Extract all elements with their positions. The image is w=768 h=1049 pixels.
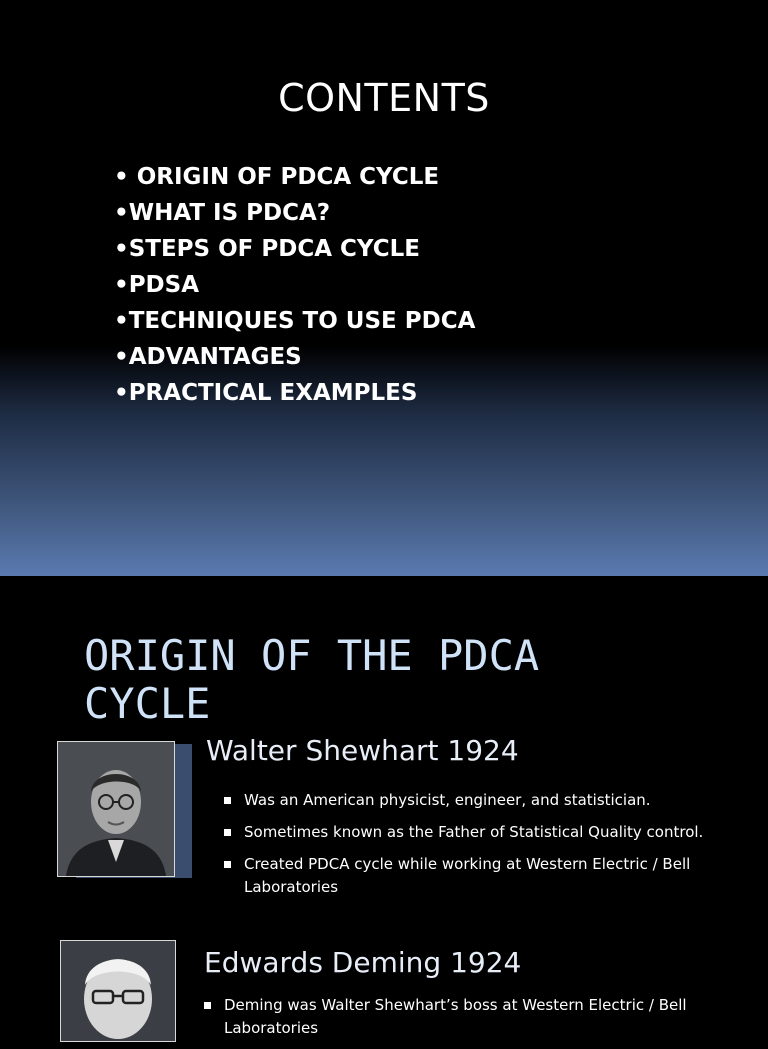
contents-title: CONTENTS [278,76,490,120]
origin-title-line-1: ORIGIN OF THE PDCA [84,631,540,680]
portrait-icon [58,742,174,876]
square-bullet-icon [224,861,231,868]
contents-list [114,162,475,414]
person-name: Edwards Deming 1924 [204,946,522,979]
bullet-item: Deming was Walter Shewhart’s boss at Western Electric / Bell Laboratories [202,994,742,1040]
contents-item: •ADVANTAGES [114,344,302,370]
contents-item: •PDSA [114,272,200,298]
square-bullet-icon [224,797,231,804]
shewhart-photo [57,741,175,877]
bullet-item: Was an American physicist, engineer, and statistician. [222,789,742,812]
deming-photo [60,940,176,1042]
contents-item: •STEPS OF PDCA CYCLE [114,236,420,262]
contents-item: •PRACTICAL EXAMPLES [114,380,418,406]
portrait-icon [61,941,175,1041]
origin-title-line-2: CYCLE [84,679,211,728]
bullet-item: Sometimes known as the Father of Statistical Quality control. [222,821,742,844]
contents-item: •TECHNIQUES TO USE PDCA [114,308,476,334]
square-bullet-icon [204,1002,211,1009]
contents-item: •WHAT IS PDCA? [114,200,331,226]
contents-item: • ORIGIN OF PDCA CYCLE [114,164,440,190]
origin-title [84,632,684,728]
deming-bullets [202,994,742,1049]
shewhart-bullets [222,789,742,908]
bullet-item: Created PDCA cycle while working at Western Electric / Bell Laboratories [222,853,742,899]
person-name: Walter Shewhart 1924 [206,734,519,767]
origin-slide [0,576,768,1037]
square-bullet-icon [224,829,231,836]
